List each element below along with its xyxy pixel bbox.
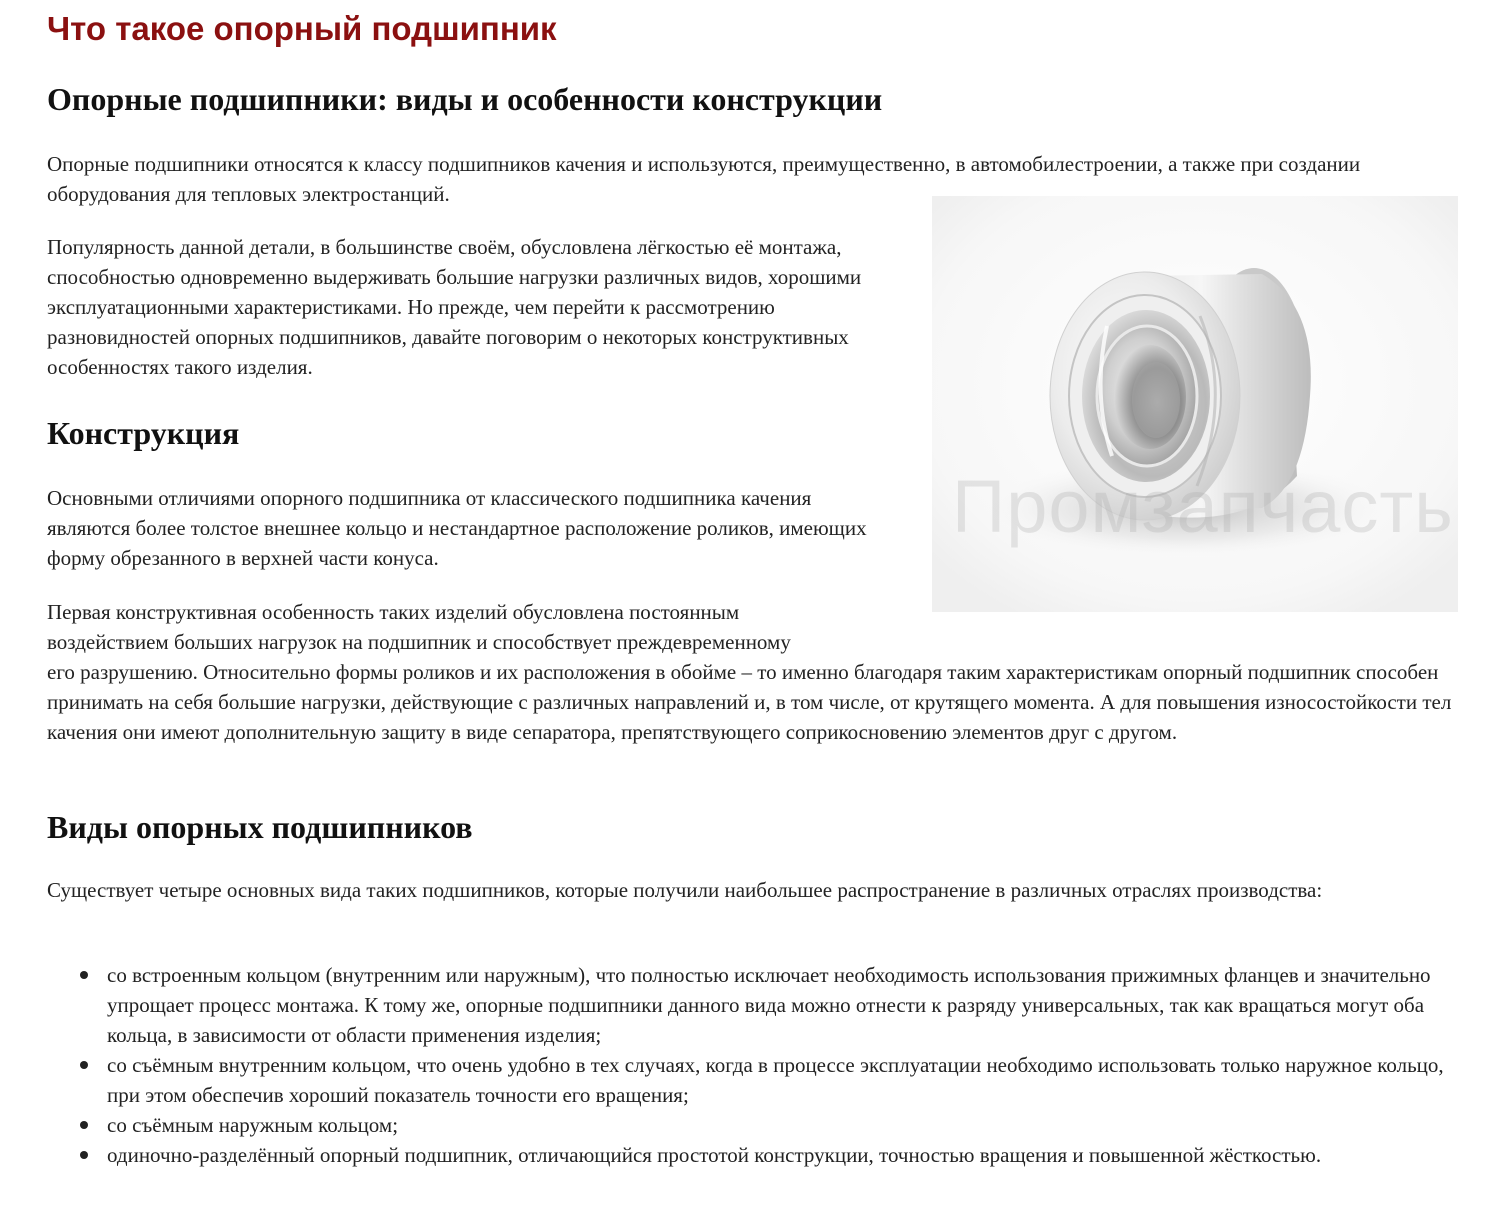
section-heading-construction: Конструкция bbox=[47, 415, 240, 451]
bullet-icon bbox=[80, 1151, 88, 1159]
list-item-text: со съёмным наружным кольцом; bbox=[107, 1113, 399, 1137]
bullet-icon bbox=[80, 1121, 88, 1129]
bearing-types-list bbox=[47, 960, 1457, 1170]
feature-paragraph-line-2: воздействием больших нагрузок на подшипник и способствует преждевременному bbox=[47, 630, 791, 654]
bullet-icon bbox=[80, 1061, 88, 1069]
popularity-paragraph: Популярность данной детали, в большинстве своём, обусловлена лёгкостью её монтажа, способностью одновременно выдерживать большие нагрузки различных видов, хорошими эксплуатационными характеристиками. Но прежде, чем перейти к рассмотрению разновидностей опорных подшипников, давайте поговорим о некоторых конструктивных особенностях такого изделия. bbox=[47, 235, 862, 379]
list-item bbox=[47, 960, 1457, 1050]
section-heading-types-and-features: Опорные подшипники: виды и особенности конструкции bbox=[47, 81, 883, 117]
bullet-icon bbox=[80, 971, 88, 979]
list-item-text: со встроенным кольцом (внутренним или наружным), что полностью исключает необходимость использования прижимных фланцев и значительно упрощает процесс монтажа. К тому же, опорные подшипники данного вида можно отнести к разряду универсальных, так как вращаться могут оба кольца, в зависимости от области применения изделия; bbox=[107, 963, 1431, 1047]
bearing-photo bbox=[932, 196, 1458, 612]
intro-paragraph: Опорные подшипники относятся к классу подшипников качения и используются, преимущественно, в автомобилестроении, а также при создании оборудования для тепловых электростанций. bbox=[47, 152, 1361, 206]
types-intro-paragraph: Существует четыре основных вида таких подшипников, которые получили наибольшее распространение в различных отраслях производства: bbox=[47, 878, 1323, 902]
construction-paragraph: Основными отличиями опорного подшипника от классического подшипника качения являются более толстое внешнее кольцо и нестандартное расположение роликов, имеющих форму обрезанного в верхней части конуса. bbox=[47, 486, 867, 570]
page-title: Что такое опорный подшипник bbox=[47, 10, 557, 47]
list-item bbox=[47, 1110, 1457, 1140]
feature-paragraph-rest: его разрушению. Относительно формы роликов и их расположения в обойме – то именно благодаря таким характеристикам опорный подшипник способен принимать на себя большие нагрузки, действующие с различных направлений и, в том числе, от крутящего момента. А для повышения износостойкости тел качения они имеют дополнительную защиту в виде сепаратора, препятствующего соприкосновению элементов друг с другом. bbox=[47, 660, 1452, 744]
list-item bbox=[47, 1140, 1457, 1170]
bearing-icon bbox=[932, 196, 1458, 612]
list-item-text: одиночно-разделённый опорный подшипник, отличающийся простотой конструкции, точностью вращения и повышенной жёсткостью. bbox=[107, 1143, 1322, 1167]
image-watermark: Промзапчасть bbox=[952, 465, 1454, 548]
section-heading-bearing-types: Виды опорных подшипников bbox=[47, 809, 473, 845]
list-item bbox=[47, 1050, 1457, 1110]
list-item-text: со съёмным внутренним кольцом, что очень удобно в тех случаях, когда в процессе эксплуатации необходимо использовать только наружное кольцо, при этом обеспечив хороший показатель точности его вращения; bbox=[107, 1053, 1444, 1107]
feature-paragraph-line-1: Первая конструктивная особенность таких изделий обусловлена постоянным bbox=[47, 600, 740, 624]
